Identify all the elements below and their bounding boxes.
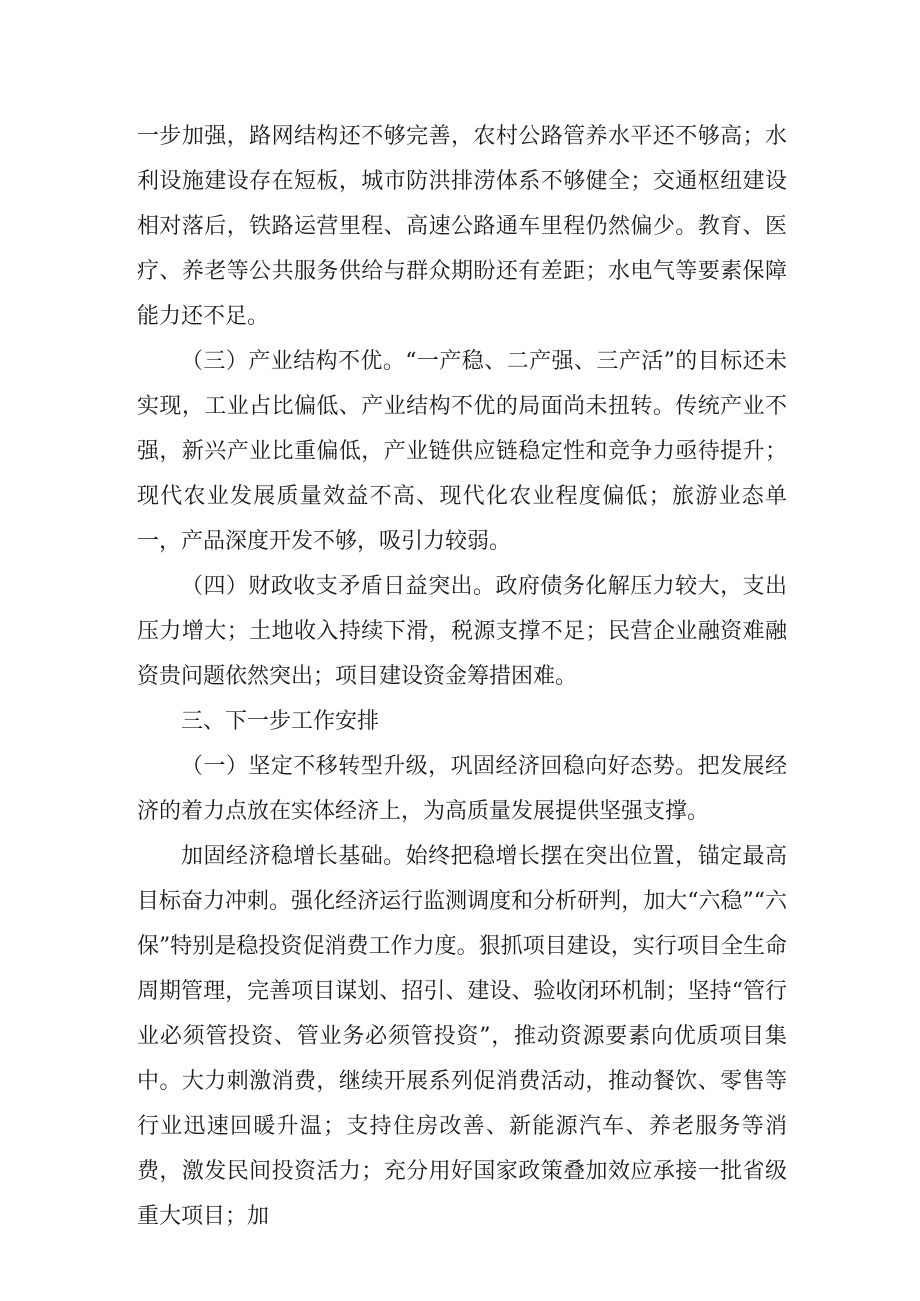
- paragraph-stable-growth: 加固经济稳增长基础。始终把稳增长摆在突出位置，锚定最高目标奋力冲刺。强化经济运行监测调度和分析研判，加大“六稳”“六保”特别是稳投资促消费工作力度。狠抓项目建设，实行项目全生命周期管理，完善项目谋划、招引、建设、验收闭环机制；坚持“管行业必须管投资、管业务必须管投资”，推动资源要素向优质项目集中。大力刺激消费，继续开展系列促消费活动，推动餐饮、零售等行业迅速回暖升温；支持住房改善、新能源汽车、养老服务等消费，激发民间投资活力；充分用好国家政策叠加效应承接一批省级重大项目；加: [137, 844, 787, 1229]
- document-body: [137, 114, 787, 1239]
- paragraph-industry-structure: （三）产业结构不优。“一产稳、二产强、三产活”的目标还未实现，工业占比偏低、产业结构不优的局面尚未扭转。传统产业不强，新兴产业比重偏低，产业链供应链稳定性和竞争力亟待提升；现代农业发展质量效益不高、现代化农业程度偏低；旅游业态单一，产品深度开发不够，吸引力较弱。: [137, 349, 787, 554]
- paragraph-continuation: 一步加强，路网结构还不够完善，农村公路管养水平还不够高；水利设施建设存在短板，城市防洪排涝体系不够健全；交通枢纽建设相对落后，铁路运营里程、高速公路通车里程仍然偏少。教育、医疗、养老等公共服务供给与群众期盼还有差距；水电气等要素保障能力还不足。: [137, 124, 787, 329]
- paragraph-fiscal-contradiction: （四）财政收支矛盾日益突出。政府债务化解压力较大，支出压力增大；土地收入持续下滑，税源支撑不足；民营企业融资难融资贵问题依然突出；项目建设资金筹措困难。: [137, 574, 787, 689]
- paragraph-transformation-upgrade: （一）坚定不移转型升级，巩固经济回稳向好态势。把发展经济的着力点放在实体经济上，为高质量发展提供坚强支撑。: [137, 754, 787, 824]
- section-heading-next-steps: 三、下一步工作安排: [181, 709, 380, 734]
